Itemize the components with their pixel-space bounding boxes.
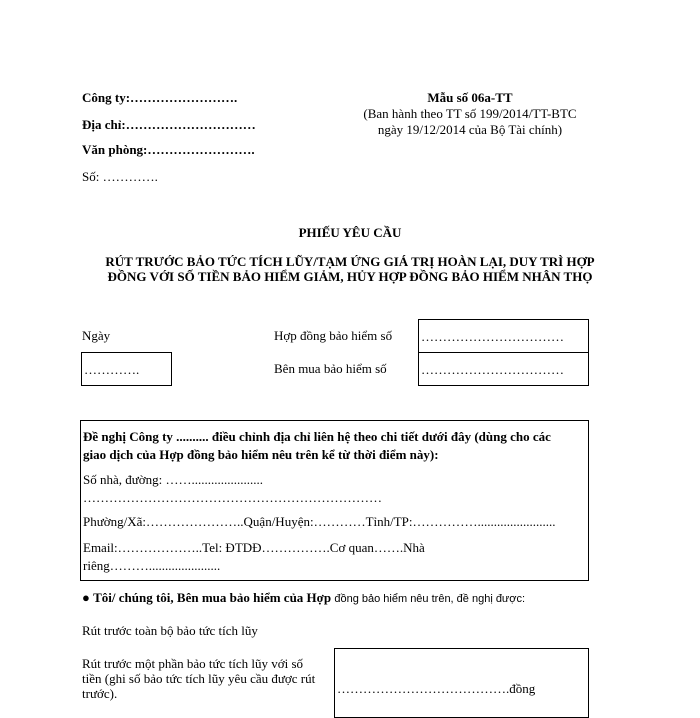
form-subtitle-line2: ĐỒNG VỚI SỐ TIỀN BẢO HIỂM GIẢM, HỦY HỢP ĐỒNG BẢO HIỂM NHÂN THỌ xyxy=(107,269,593,284)
date-input[interactable]: …………. xyxy=(81,352,172,386)
option-partial-line3: trước). xyxy=(82,686,118,701)
request-lead-rest: đồng bảo hiểm nêu trên, đề nghị được: xyxy=(334,593,526,605)
option-partial-withdrawal[interactable] xyxy=(82,656,332,701)
option-partial-line1: Rút trước một phần bảo tức tích lũy với số xyxy=(82,656,304,671)
contract-number-input[interactable]: …………………………… xyxy=(418,319,589,353)
document-number: Số: …………. xyxy=(82,169,158,184)
address-field: Địa chỉ:………………………… xyxy=(82,117,256,132)
street-field-line1: Số nhà, đường: ……...................... xyxy=(83,472,264,487)
form-code-block xyxy=(340,90,600,138)
issued-by-line2: ngày 19/12/2014 của Bộ Tài chính) xyxy=(377,122,563,137)
contact-field[interactable] xyxy=(83,539,425,575)
bullet-icon: ● xyxy=(82,590,90,605)
partial-amount-input[interactable]: ………………………………….đồng xyxy=(334,648,589,718)
option-full-withdrawal[interactable]: Rút trước toàn bộ bảo tức tích lũy xyxy=(82,623,258,638)
address-change-box xyxy=(80,420,589,581)
buyer-number-input[interactable]: …………………………… xyxy=(418,352,589,386)
form-code: Mẫu số 06a-TT xyxy=(427,90,513,105)
contract-number-label: Hợp đồng bảo hiểm số xyxy=(274,328,393,343)
address-change-request-line1: Đề nghị Công ty .......... điều chỉnh địa chỉ liên hệ theo chi tiết dưới đây (dùng cho các xyxy=(83,429,551,444)
company-field: Công ty:……………………. xyxy=(82,90,238,105)
form-title: PHIẾU YÊU CẦU xyxy=(298,225,402,240)
contact-field-line1: Email:………………..Tel: ĐTDĐ…………….Cơ quan…….Nhà xyxy=(83,540,425,555)
request-lead: Tôi/ chúng tôi, Bên mua bảo hiểm của Hợp xyxy=(93,590,332,605)
ward-district-province-field[interactable]: Phường/Xã:…………………..Quận/Huyện:…………Tỉnh/TP:……………........................ xyxy=(83,514,556,529)
address-change-request-line2: giao dịch của Hợp đồng bảo hiểm nêu trên kể từ thời điểm này): xyxy=(83,447,439,462)
office-field: Văn phòng:……………………. xyxy=(82,142,255,157)
request-statement xyxy=(82,590,525,606)
form-subtitle xyxy=(0,254,700,284)
contact-field-line2: riêng………...................... xyxy=(83,558,221,573)
street-field-line2: …………………………………………………………… xyxy=(83,490,382,505)
form-subtitle-line1: RÚT TRƯỚC BẢO TỨC TÍCH LŨY/TẠM ỨNG GIÁ TRỊ HOÀN LẠI, DUY TRÌ HỢP xyxy=(105,254,595,269)
street-field[interactable] xyxy=(83,471,382,507)
address-change-request xyxy=(83,428,588,464)
date-label: Ngày xyxy=(82,328,111,343)
option-partial-line2: tiền (ghi số bảo tức tích lũy yêu cầu được rút xyxy=(82,671,316,686)
issued-by-line1: (Ban hành theo TT số 199/2014/TT-BTC xyxy=(363,106,577,121)
buyer-number-label: Bên mua bảo hiểm số xyxy=(274,361,387,376)
